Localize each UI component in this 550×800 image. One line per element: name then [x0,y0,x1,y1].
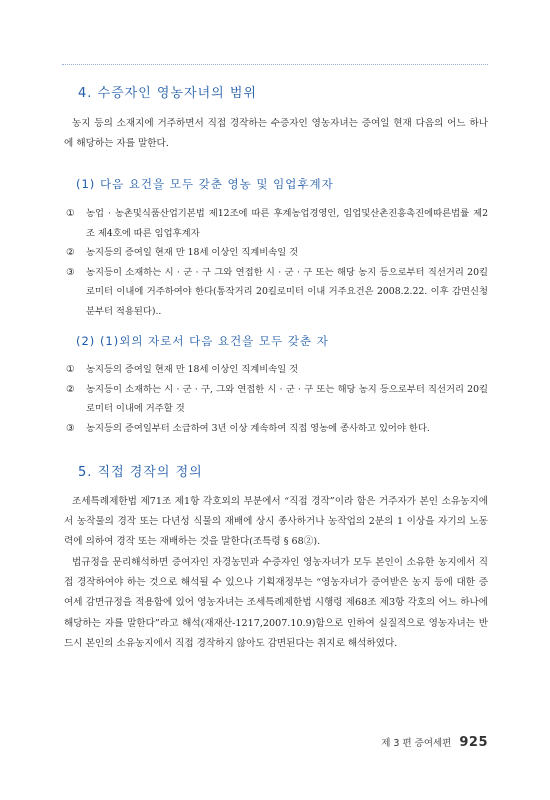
list-item-text: 농지등의 증여일 현재 만 18세 이상인 직계비속일 것 [86,364,299,375]
list-item-text: 농지등의 증여일부터 소급하여 3년 이상 계속하여 직접 영농에 종사하고 있어야 한다. [86,422,430,434]
list-item-text: 농지등이 소재하는 시 · 군 · 구 그와 연접한 시 · 군 · 구 또는 해당 농지 등으로부터 직선거리 20킬로미터 이내에 거주하여야 한다(통작거리 20킬로미터 이내 거주요건은 2008.2.22. 이후 감면신청분부터 적용된다).. [86,266,488,317]
section-4-intro: 농지 등의 소재지에 거주하면서 직접 경작하는 수증자인 영농자녀는 증여일 현재 다음의 어느 하나에 해당하는 자를 말한다. [64,118,488,150]
list-item [66,204,488,243]
list-item [66,419,488,439]
list-item [66,360,488,380]
chapter-label: 제 3 편 증여세편 [381,738,452,749]
list-item-text: 농업 · 농촌및식품산업기본법 제12조에 따른 후계농업경영인, 임업및산촌진흥촉진에따른법률 제2조 제4호에 따른 임업후계자 [86,208,488,239]
page-number: 925 [459,735,488,750]
list-item-number: ② [66,247,75,258]
sub-2-heading: (2) (1)외의 자로서 다음 요건을 모두 갖춘 자 [76,334,329,348]
sub-1-list [66,204,488,321]
top-divider [62,64,488,65]
list-item-text: 농지등이 소재하는 시 · 군 · 구, 그와 연접한 시 · 군 · 구 또는 해당 농지 등으로부터 직선거리 20킬로미터 이내에 거주할 것 [86,383,488,414]
list-item-number: ① [66,208,75,219]
list-item [66,380,488,419]
list-item-number: ② [66,383,75,395]
list-item [66,243,488,263]
sub-1-heading: (1) 다음 요건을 모두 갖춘 영농 및 임업후계자 [76,177,334,191]
section-5-paragraph-2: 법규정을 문리해석하면 증여자인 자경농민과 수증자인 영농자녀가 모두 본인이 소유한 농지에서 직접 경작하여야 하는 것으로 해석될 수 있으나 기획재정부는 “영농자녀가 증여받은 농지 등에 대한 증여세 감면규정을 적용함에 있어 영농자녀는 조세특례제한법 시행령 제68조 제3항 각호의 어느 하나에 해당하는 자를 말한다”라고 해석(재재산-1217,2007.10.9)함으로 인하여 실질적으로 영농자녀는 반드시 본인의 소유농지에서 직접 경작하지 않아도 감면된다는 취지로 해석하였다. [64,557,488,649]
list-item [66,263,488,322]
list-item-number: ③ [66,266,75,278]
list-item-number: ① [66,364,75,375]
list-item-text: 농지등의 증여일 현재 만 18세 이상인 직계비속일 것 [86,247,299,258]
page-footer [381,735,488,750]
sub-2-list [66,360,488,438]
section-5-paragraph-1: 조세특례제한법 제71조 제1항 각호외의 부분에서 “직접 경작”이라 함은 거주자가 본인 소유농지에서 농작물의 경작 또는 다년성 식물의 재배에 상시 종사하거나 농작업의 2분의 1 이상을 자기의 노동력에 의하여 경작 또는 재배하는 것을 말한다(조특령 § 68②). [64,496,488,548]
section-5-heading: 5. 직접 경작의 정의 [78,465,203,480]
list-item-number: ③ [66,422,75,434]
section-4-heading: 4. 수증자인 영농자녀의 범위 [78,86,257,101]
